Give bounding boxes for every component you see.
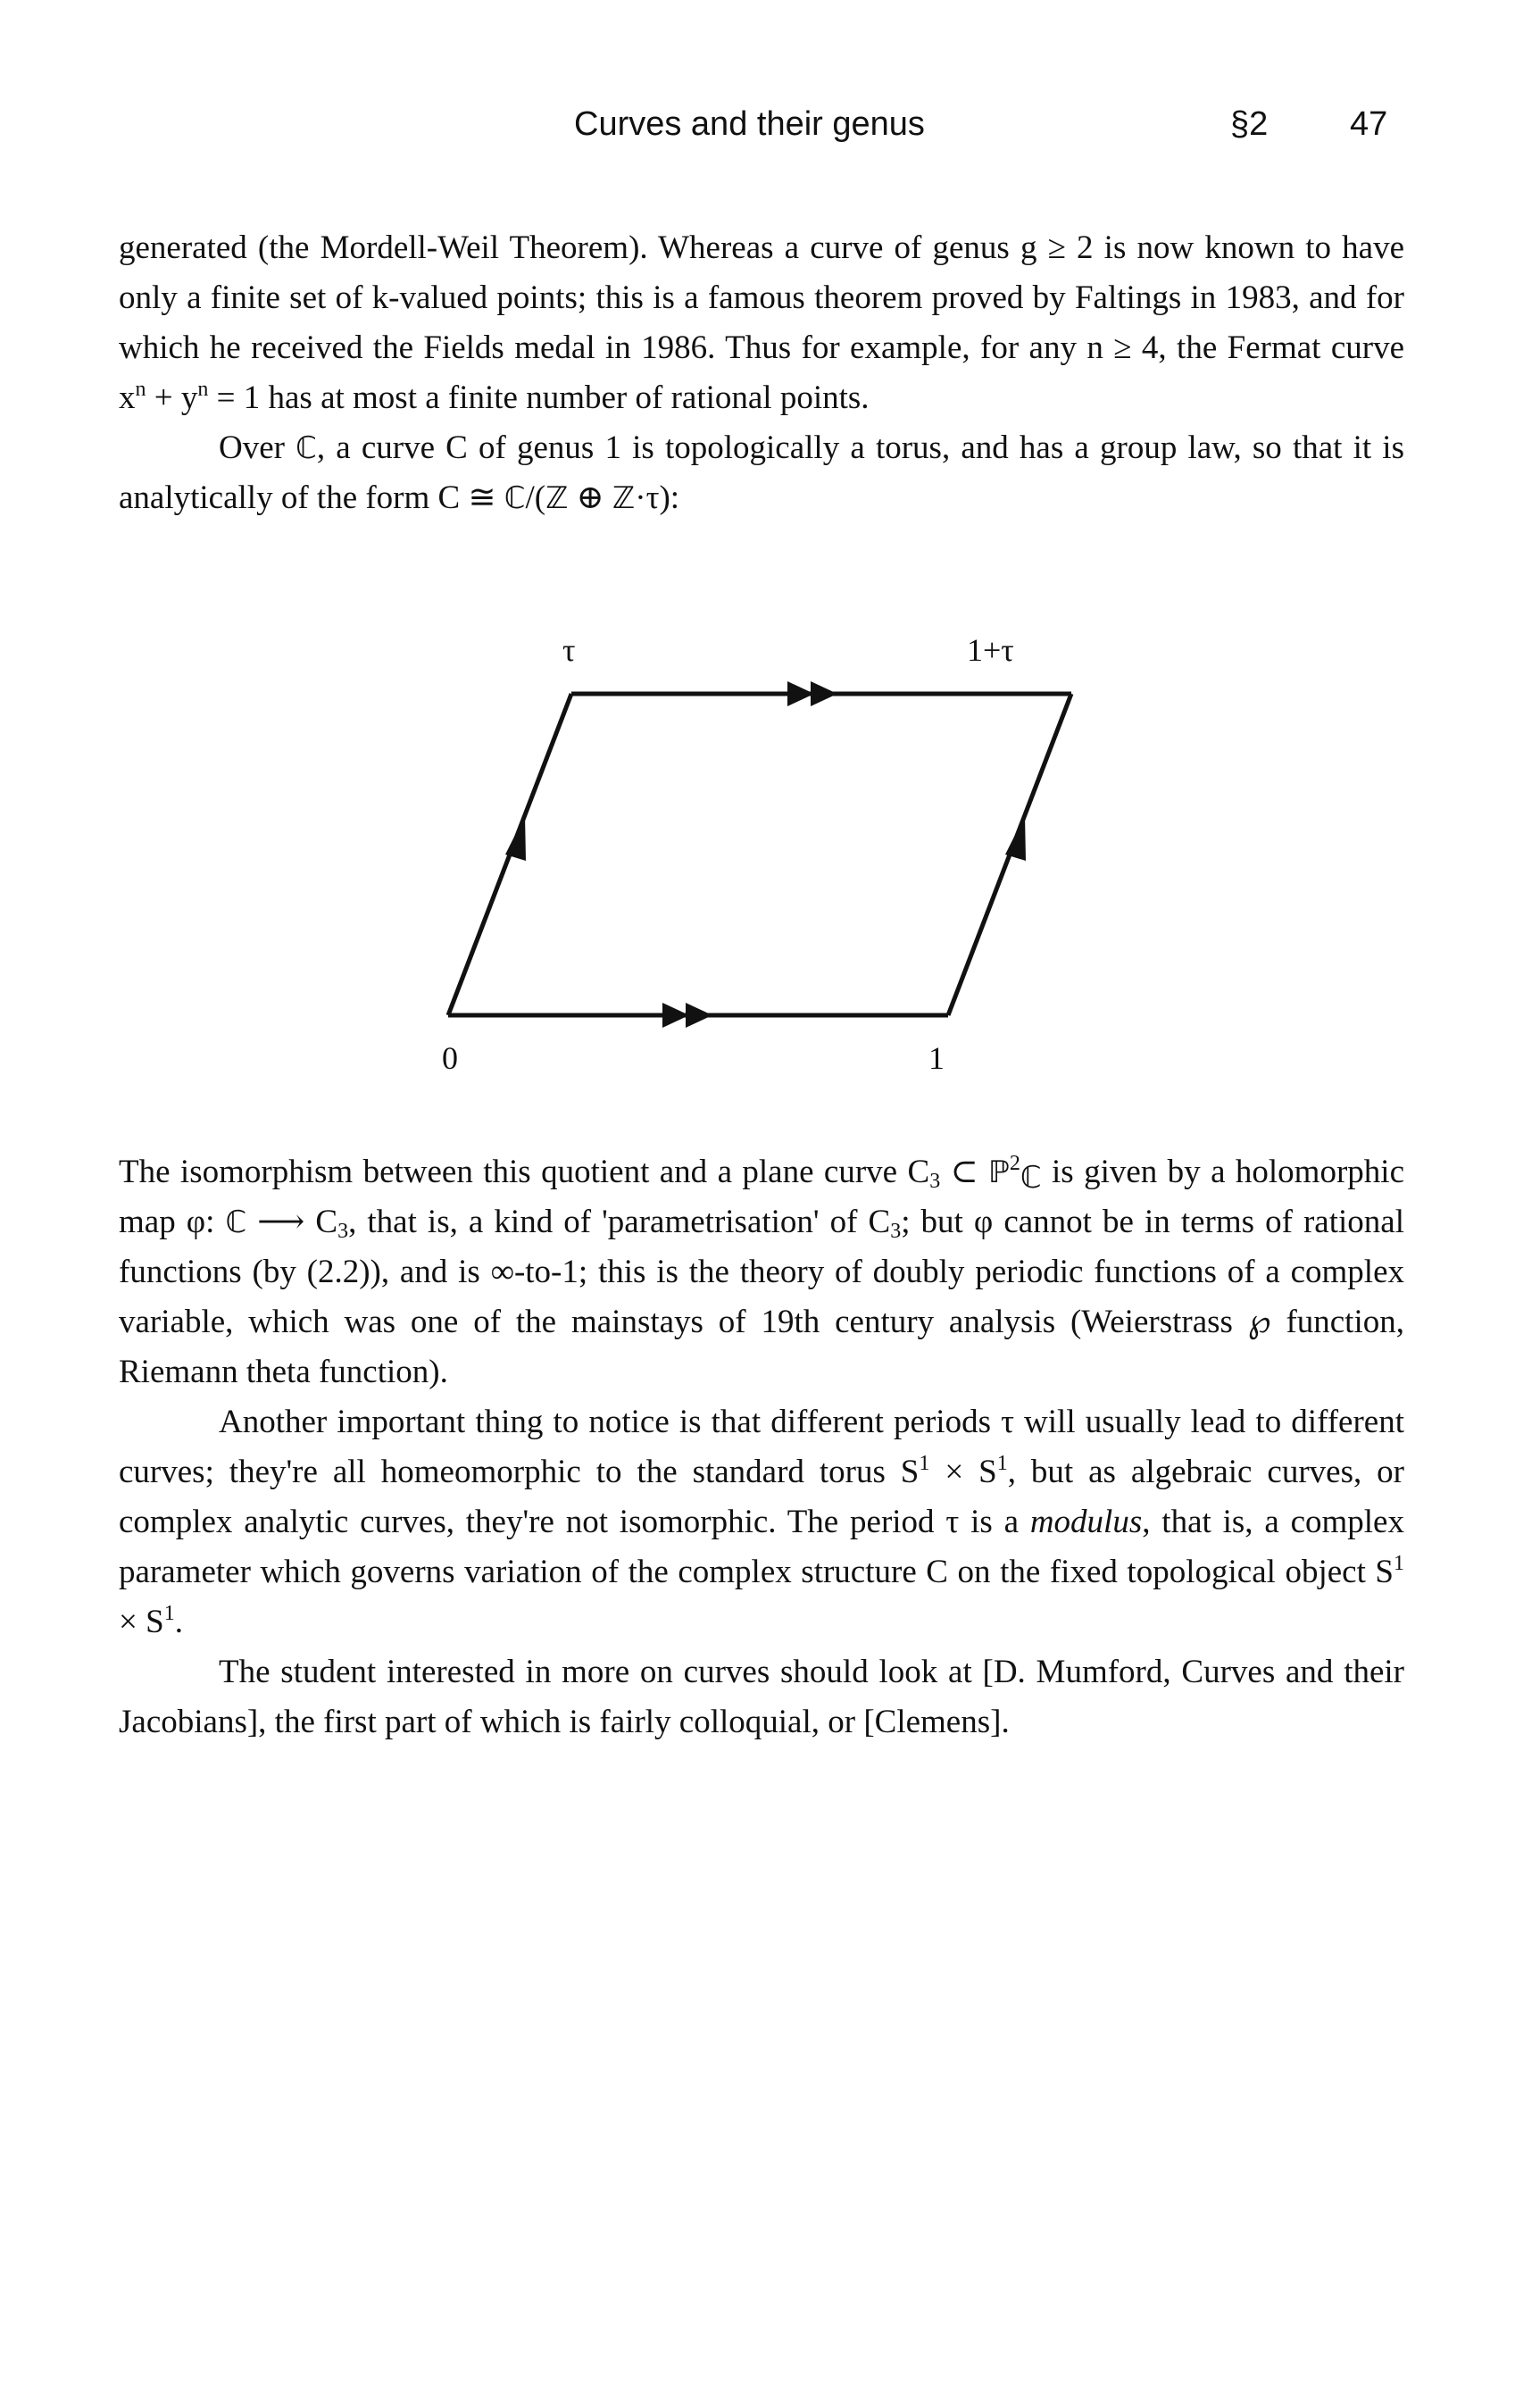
page-number: 47: [1350, 105, 1388, 143]
paragraph-isomorphism: The isomorphism between this quotient and a plane curve $C_3$ ⊂ ℙ$^2$ℂ is given by a holomorphic map φ: ℂ ⟶ $C_3$, that is, a kind of 'parametrisation' of $C_3$; but φ cannot be in terms of rational functions (by (2.2)), and is ∞-to-1; this is the theory of doubly periodic functions of a complex variable, which was one of the mainstays of 19th century analysis (Weierstrass ℘ function, Riemann theta function).: [119, 1152, 1404, 1390]
running-title: Curves and their genus: [574, 105, 925, 143]
parallelogram-figure: [393, 625, 1125, 1089]
paragraph-modulus: Another important thing to notice is that different periods τ will usually lead to different curves; they're all homeomorphic to the standard torus $S^1 \times S^1$, but as algebraic curves, or complex analytic curves, they're not isomorphic. The period τ is a modulus, that is, a complex parameter which governs variation of the complex structure C on the fixed topological object $S^1 \times S^1$.: [119, 1404, 1404, 1640]
running-header: [0, 105, 1540, 159]
text-block-top: [119, 223, 1404, 523]
lattice-parallelogram-diagram: [393, 625, 1125, 1089]
label-one-plus-tau: 1+τ: [967, 632, 1014, 668]
double-arrow-bottom: [662, 1003, 712, 1028]
label-tau: τ: [562, 632, 576, 668]
double-arrow-top: [787, 681, 837, 706]
text-block-bottom: [119, 1147, 1404, 1747]
arrow-left-edge: [505, 815, 526, 861]
label-zero: 0: [442, 1040, 458, 1076]
label-one: 1: [928, 1040, 945, 1076]
section-number: §2: [1230, 105, 1269, 143]
paragraph-torus: Over ℂ, a curve C of genus 1 is topologically a torus, and has a group law, so that it is analytically of the form C ≅ ℂ/(ℤ ⊕ ℤ·τ):: [119, 429, 1404, 516]
paragraph-fermat: generated (the Mordell-Weil Theorem). Whereas a curve of genus g ≥ 2 is now known to have only a finite set of k-valued points; this is a famous theorem proved by Faltings in 1983, and for which he received the Fields medal in 1986. Thus for example, for any n ≥ 4, the Fermat curve $x^n + y^n = 1$ has at most a finite number of rational points.: [119, 229, 1404, 416]
arrow-right-edge: [1005, 815, 1026, 861]
paragraph-references: The student interested in more on curves should look at [D. Mumford, Curves and their Jacobians], the first part of which is fairly colloquial, or [Clemens].: [119, 1654, 1404, 1740]
